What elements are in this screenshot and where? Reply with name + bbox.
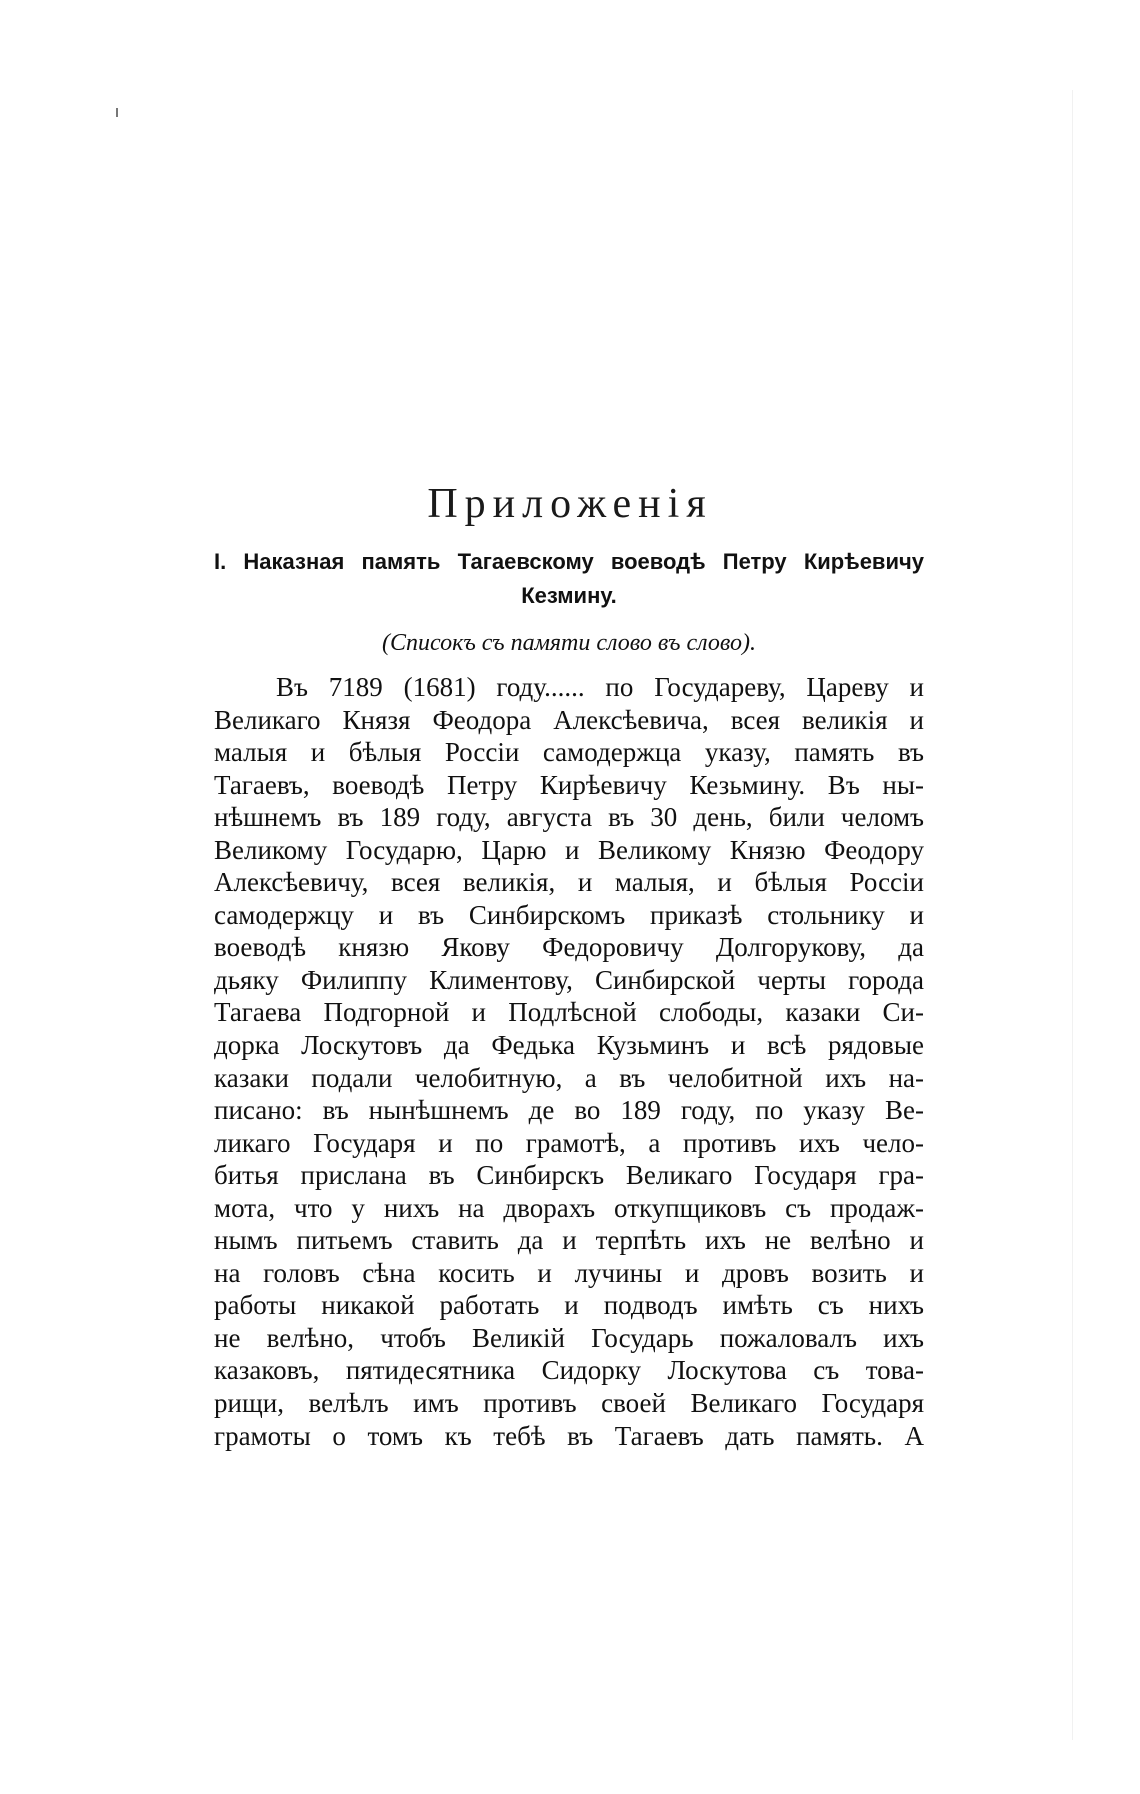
text-line: казаковъ, пятидесятника Сидорку Лоскутова съ това- — [214, 1355, 924, 1386]
section-heading-line: I. Наказная память Тагаевскому воеводѣ Петру Кирѣевичу — [214, 549, 924, 574]
text-line: малыя и бѣлыя Россіи самодержца указу, память въ — [214, 737, 924, 768]
text-line: мота, что у нихъ на дворахъ откупщиковъ съ продаж- — [214, 1192, 924, 1223]
body-paragraph — [214, 671, 924, 1452]
section-subtitle: (Списокъ съ памяти слово въ слово). — [382, 630, 756, 656]
text-line: нѣшнемъ въ 189 году, августа въ 30 день, били челомъ — [214, 802, 924, 833]
text-line: на головъ сѣна косить и лучины и дровъ возить и — [214, 1257, 924, 1288]
text-line: битья прислана въ Синбирскъ Великаго Государя гра- — [214, 1160, 924, 1191]
section-heading-line: Кезмину. — [521, 583, 617, 608]
text-line: не велѣно, чтобъ Великій Государь пожаловалъ ихъ — [214, 1322, 924, 1353]
scan-right-edge — [1072, 90, 1073, 1740]
text-line: работы никакой работать и подводъ имѣть съ нихъ — [214, 1290, 924, 1321]
scan-edge-mark — [116, 108, 118, 117]
text-line: Тагаевъ, воеводѣ Петру Кирѣевичу Кезьмину. Въ ны- — [214, 769, 924, 800]
text-line: нымъ питьемъ ставить да и терпѣть ихъ не велѣно и — [214, 1225, 924, 1256]
text-line: Алексѣевичу, всея великія, и малыя, и бѣлыя Россіи — [214, 867, 924, 898]
text-line: казаки подали челобитную, а въ челобитной ихъ на- — [214, 1062, 924, 1093]
text-line: писано: въ нынѣшнемъ де во 189 году, по указу Ве- — [214, 1095, 924, 1126]
text-line: Великаго Князя Феодора Алексѣевича, всея великія и — [214, 704, 924, 735]
page-title: Приложенія — [427, 481, 713, 527]
text-line: воеводѣ князю Якову Федоровичу Долгорукову, да — [214, 932, 924, 963]
text-line: дорка Лоскутовъ да Федька Кузьминъ и всѣ рядовые — [214, 1030, 924, 1061]
text-line: самодержцу и въ Синбирскомъ приказѣ стольнику и — [214, 899, 924, 930]
text-line: Тагаева Подгорной и Подлѣсной слободы, казаки Си- — [214, 997, 924, 1028]
text-line: Въ 7189 (1681) году...... по Государеву, Цареву и — [276, 672, 924, 702]
text-line: Великому Государю, Царю и Великому Князю Феодору — [214, 834, 924, 865]
text-line: грамоты о томъ къ тебѣ въ Тагаевъ дать память. А — [214, 1420, 924, 1451]
section-heading — [214, 545, 924, 613]
text-line: рищи, велѣлъ имъ противъ своей Великаго Государя — [214, 1388, 924, 1419]
text-line: ликаго Государя и по грамотѣ, а противъ ихъ чело- — [214, 1127, 924, 1158]
text-line: дьяку Филиппу Климентову, Синбирской черты города — [214, 964, 924, 995]
